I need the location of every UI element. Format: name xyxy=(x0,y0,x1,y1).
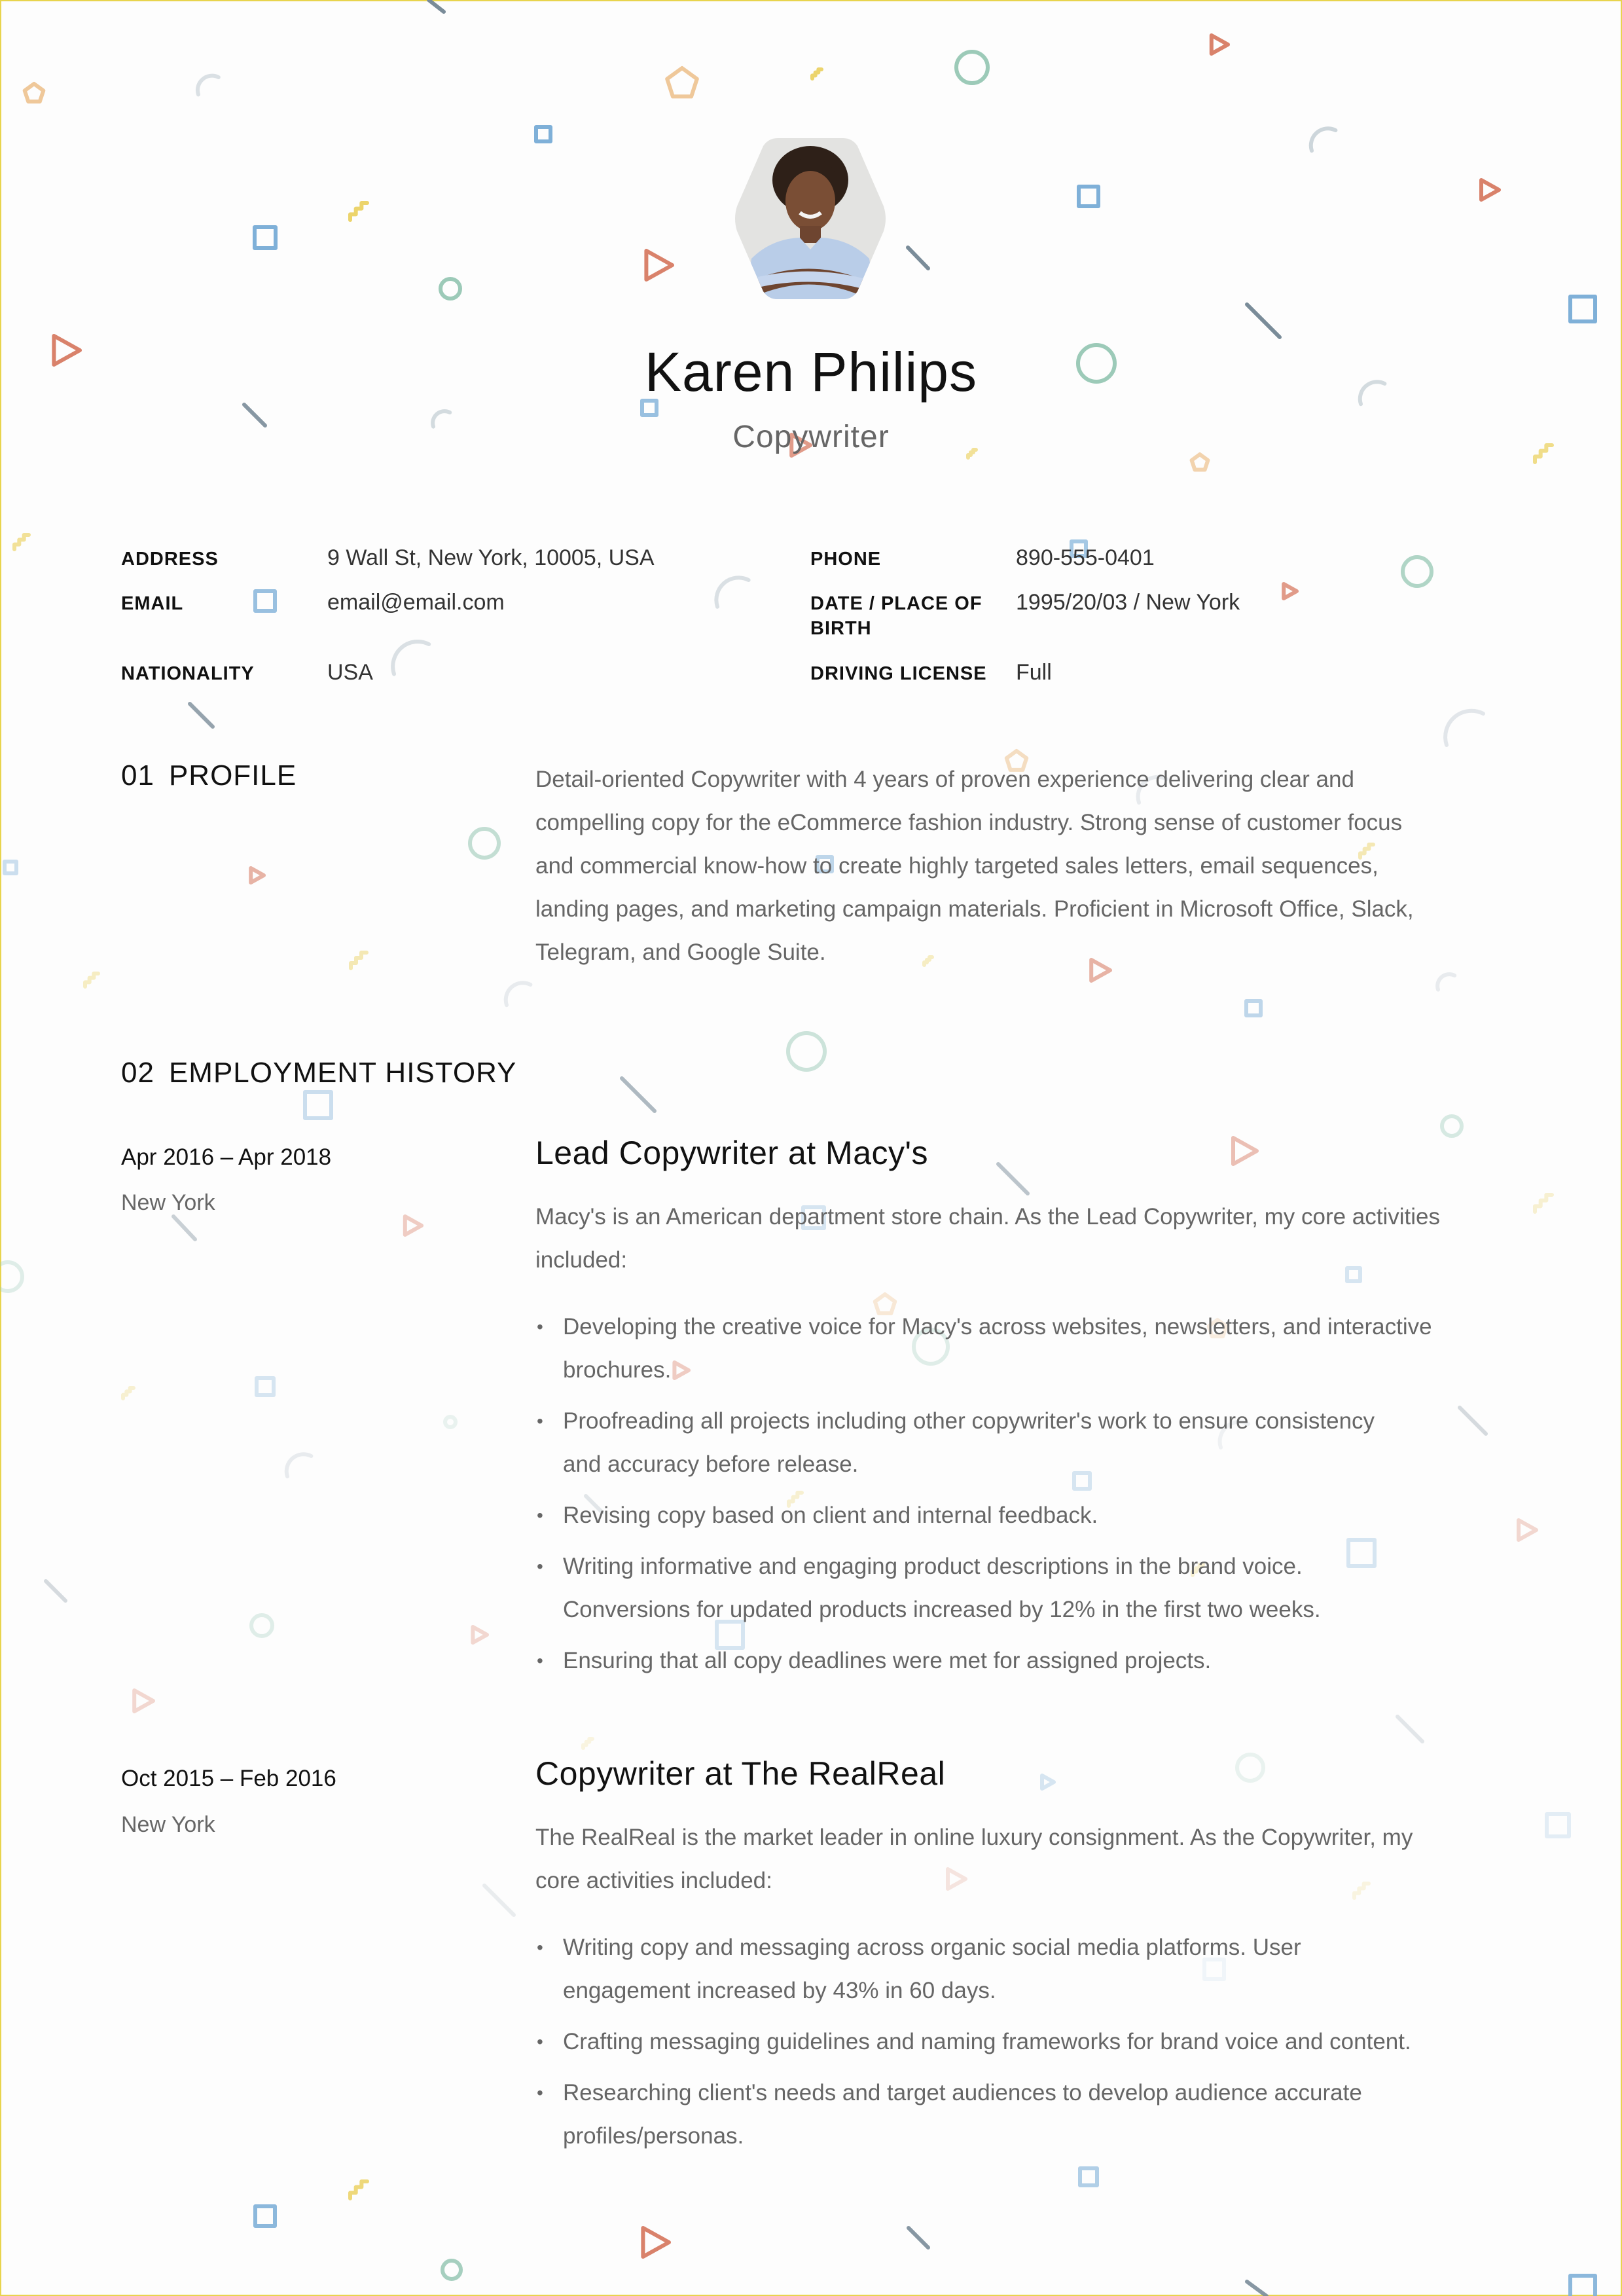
profile-photo xyxy=(732,134,889,303)
job-intro-line: The RealReal is the market leader in online luxury consignment. As the Copywriter, my xyxy=(535,1825,1413,1850)
job-bullet-list xyxy=(535,1926,1532,2166)
driving-license-label: DRIVING LICENSE xyxy=(810,663,987,684)
employment-title: EMPLOYMENT HISTORY xyxy=(168,1057,517,1089)
job-city: New York xyxy=(121,1190,215,1215)
job-bullet-line: • Writing copy and messaging across organic social media platforms. User xyxy=(563,1935,1301,1960)
address-value: 9 Wall St, New York, 10005, USA xyxy=(327,545,655,570)
job-bullet-line: • Developing the creative voice for Macy's across websites, newsletters, and interactive xyxy=(563,1314,1432,1339)
job-bullet-line: Conversions for updated products increased by 12% in the first two weeks. xyxy=(563,1597,1321,1622)
job-title: Copywriter at The RealReal xyxy=(535,1755,946,1792)
birth-value: 1995/20/03 / New York xyxy=(1016,590,1240,615)
job-intro-line: Macy's is an American department store chain. As the Lead Copywriter, my core activities xyxy=(535,1204,1441,1230)
job-bullet-line: and accuracy before release. xyxy=(563,1451,859,1477)
profile-title: PROFILE xyxy=(168,759,297,792)
job-bullet-line: • Writing informative and engaging product descriptions in the brand voice. xyxy=(563,1554,1303,1579)
job-bullet xyxy=(563,2020,1532,2064)
candidate-role: Copywriter xyxy=(732,420,890,454)
job-intro xyxy=(535,1195,1504,1282)
job-intro xyxy=(535,1816,1504,1903)
profile-number: 01 xyxy=(121,759,154,792)
profile-summary xyxy=(535,758,1504,974)
profile-line: Telegram, and Google Suite. xyxy=(535,939,826,965)
nationality-value: USA xyxy=(327,660,373,685)
job-date: Oct 2015 – Feb 2016 xyxy=(121,1766,336,1791)
job-date: Apr 2016 – Apr 2018 xyxy=(121,1144,332,1170)
phone-value: 890-555-0401 xyxy=(1016,545,1155,570)
profile-line: and commercial know-how to create highly targeted sales letters, email sequences, xyxy=(535,853,1379,879)
job-bullet xyxy=(563,1639,1532,1683)
phone-label: PHONE xyxy=(810,549,882,570)
job-bullet xyxy=(563,1305,1532,1392)
job-bullet xyxy=(563,2071,1532,2158)
employment-number: 02 xyxy=(121,1057,154,1089)
profile-line: landing pages, and marketing campaign materials. Proficient in Microsoft Office, Slack, xyxy=(535,896,1414,922)
email-label: EMAIL xyxy=(121,593,184,614)
job-intro-line: included: xyxy=(535,1247,628,1273)
job-city: New York xyxy=(121,1812,215,1837)
profile-heading xyxy=(121,759,297,792)
job-bullet-line: • Ensuring that all copy deadlines were met for assigned projects. xyxy=(563,1648,1212,1673)
job-bullet-line: engagement increased by 43% in 60 days. xyxy=(563,1978,996,2003)
job-bullet-list xyxy=(535,1305,1532,1690)
job-title: Lead Copywriter at Macy's xyxy=(535,1135,929,1171)
candidate-name: Karen Philips xyxy=(645,341,977,403)
job-intro-line: core activities included: xyxy=(535,1868,772,1893)
email-value: email@email.com xyxy=(327,590,505,615)
driving-license-value: Full xyxy=(1016,660,1052,685)
profile-line: compelling copy for the eCommerce fashion industry. Strong sense of customer focus xyxy=(535,810,1403,835)
address-label: ADDRESS xyxy=(121,549,219,570)
employment-heading xyxy=(121,1057,516,1089)
job-bullet xyxy=(563,1494,1532,1537)
job-bullet-line: • Researching client's needs and target audiences to develop audience accurate xyxy=(563,2080,1362,2105)
job-bullet-line: profiles/personas. xyxy=(563,2123,744,2149)
job-bullet xyxy=(563,1926,1532,2013)
job-bullet-line: • Crafting messaging guidelines and naming frameworks for brand voice and content. xyxy=(563,2029,1411,2054)
birth-label: DATE / PLACE OF BIRTH xyxy=(810,593,982,639)
job-bullet-line: brochures. xyxy=(563,1357,672,1383)
job-bullet xyxy=(563,1400,1532,1486)
job-bullet-line: • Revising copy based on client and internal feedback. xyxy=(563,1503,1098,1528)
job-bullet-line: • Proofreading all projects including other copywriter's work to ensure consistency xyxy=(563,1408,1375,1434)
job-bullet xyxy=(563,1545,1532,1631)
nationality-label: NATIONALITY xyxy=(121,663,255,684)
profile-line: Detail-oriented Copywriter with 4 years of proven experience delivering clear and xyxy=(535,767,1354,792)
